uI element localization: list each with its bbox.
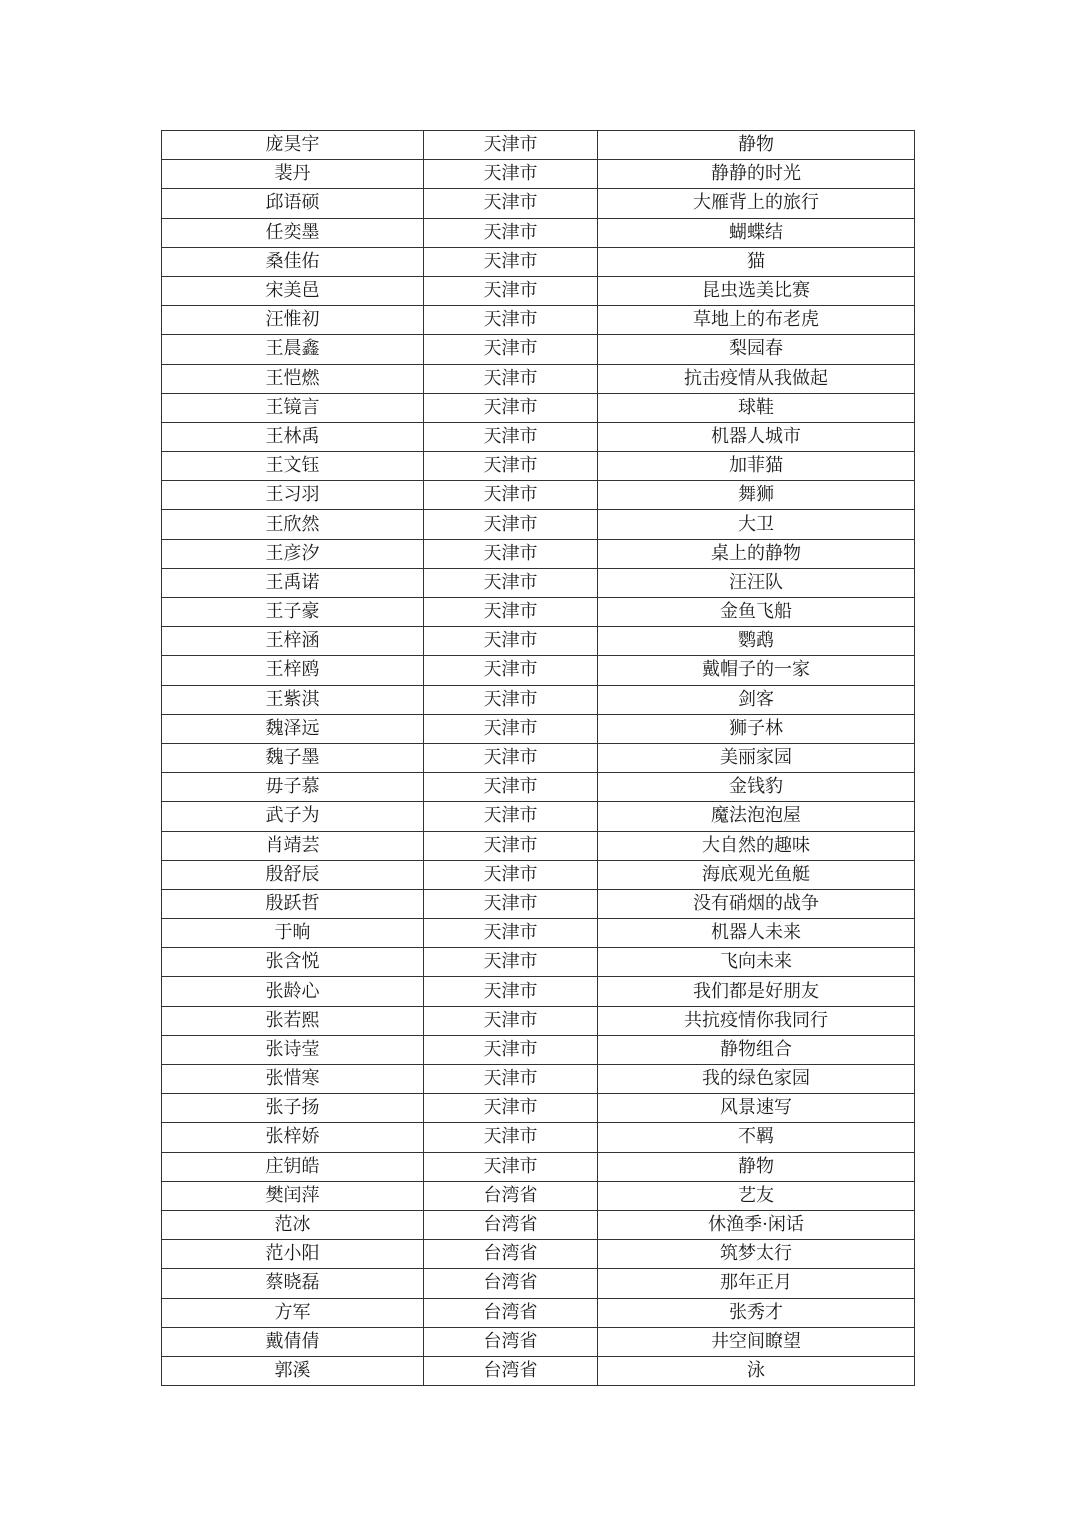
region-cell: 天津市: [424, 627, 598, 656]
artwork-title-cell: 共抗疫情你我同行: [598, 1006, 915, 1035]
participant-name-cell: 庞昊宇: [162, 131, 424, 160]
table-row: [162, 1327, 915, 1356]
artwork-title-cell: 金鱼飞船: [598, 598, 915, 627]
table-row: [162, 1298, 915, 1327]
table-row: [162, 539, 915, 568]
region-cell: 天津市: [424, 247, 598, 276]
table-row: [162, 393, 915, 422]
artwork-title-cell: 戴帽子的一家: [598, 656, 915, 685]
table-row: [162, 860, 915, 889]
region-cell: 台湾省: [424, 1210, 598, 1239]
table-row: [162, 656, 915, 685]
table-row: [162, 189, 915, 218]
artwork-title-cell: 我的绿色家园: [598, 1065, 915, 1094]
region-cell: 天津市: [424, 977, 598, 1006]
table-row: [162, 276, 915, 305]
participant-name-cell: 方军: [162, 1298, 424, 1327]
artwork-title-cell: 静物: [598, 1152, 915, 1181]
table-row: [162, 131, 915, 160]
table-row: [162, 1035, 915, 1064]
participant-name-cell: 裴丹: [162, 160, 424, 189]
participant-name-cell: 张惜寒: [162, 1065, 424, 1094]
artwork-title-cell: 张秀才: [598, 1298, 915, 1327]
artwork-title-cell: 筑梦太行: [598, 1240, 915, 1269]
artwork-title-cell: 魔法泡泡屋: [598, 802, 915, 831]
region-cell: 天津市: [424, 568, 598, 597]
participant-name-cell: 张诗莹: [162, 1035, 424, 1064]
participant-name-cell: 王镜言: [162, 393, 424, 422]
participant-name-cell: 张龄心: [162, 977, 424, 1006]
table-row: [162, 685, 915, 714]
table-row: [162, 743, 915, 772]
participant-name-cell: 王林禹: [162, 422, 424, 451]
region-cell: 天津市: [424, 919, 598, 948]
table-row: [162, 452, 915, 481]
participant-name-cell: 王子豪: [162, 598, 424, 627]
table-row: [162, 247, 915, 276]
participant-name-cell: 王紫淇: [162, 685, 424, 714]
participant-name-cell: 蔡晓磊: [162, 1269, 424, 1298]
region-cell: 台湾省: [424, 1240, 598, 1269]
table-row: [162, 714, 915, 743]
table-row: [162, 948, 915, 977]
region-cell: 天津市: [424, 948, 598, 977]
participant-name-cell: 王禹诺: [162, 568, 424, 597]
region-cell: 天津市: [424, 510, 598, 539]
table-row: [162, 1240, 915, 1269]
region-cell: 天津市: [424, 1006, 598, 1035]
table-row: [162, 510, 915, 539]
participant-name-cell: 王彦汐: [162, 539, 424, 568]
artwork-title-cell: 井空间瞭望: [598, 1327, 915, 1356]
participant-name-cell: 张子扬: [162, 1094, 424, 1123]
participant-name-cell: 张若熙: [162, 1006, 424, 1035]
participant-name-cell: 王欣然: [162, 510, 424, 539]
table-row: [162, 1210, 915, 1239]
region-cell: 天津市: [424, 276, 598, 305]
artwork-title-cell: 梨园春: [598, 335, 915, 364]
artwork-title-cell: 大卫: [598, 510, 915, 539]
table-row: [162, 1181, 915, 1210]
artwork-title-cell: 狮子林: [598, 714, 915, 743]
participant-name-cell: 魏泽远: [162, 714, 424, 743]
artwork-title-cell: 剑客: [598, 685, 915, 714]
region-cell: 天津市: [424, 335, 598, 364]
table-row: [162, 977, 915, 1006]
artwork-title-cell: 海底观光鱼艇: [598, 860, 915, 889]
region-cell: 天津市: [424, 714, 598, 743]
artwork-title-cell: 美丽家园: [598, 743, 915, 772]
artwork-title-cell: 鹦鹉: [598, 627, 915, 656]
table-row: [162, 422, 915, 451]
region-cell: 天津市: [424, 743, 598, 772]
participant-name-cell: 王习羽: [162, 481, 424, 510]
artwork-title-cell: 那年正月: [598, 1269, 915, 1298]
table-row: [162, 568, 915, 597]
artwork-title-cell: 机器人未来: [598, 919, 915, 948]
table-row: [162, 364, 915, 393]
artwork-title-cell: 昆虫选美比赛: [598, 276, 915, 305]
participant-name-cell: 张含悦: [162, 948, 424, 977]
participant-name-cell: 范小阳: [162, 1240, 424, 1269]
table-row: [162, 598, 915, 627]
region-cell: 天津市: [424, 1065, 598, 1094]
artwork-title-cell: 抗击疫情从我做起: [598, 364, 915, 393]
region-cell: 天津市: [424, 131, 598, 160]
region-cell: 天津市: [424, 539, 598, 568]
region-cell: 天津市: [424, 481, 598, 510]
participant-name-cell: 殷舒辰: [162, 860, 424, 889]
artwork-title-cell: 球鞋: [598, 393, 915, 422]
region-cell: 天津市: [424, 364, 598, 393]
participant-name-cell: 庄钥皓: [162, 1152, 424, 1181]
region-cell: 台湾省: [424, 1269, 598, 1298]
artwork-title-cell: 不羁: [598, 1123, 915, 1152]
participant-name-cell: 王梓涵: [162, 627, 424, 656]
table-row: [162, 1123, 915, 1152]
participant-name-cell: 任奕墨: [162, 218, 424, 247]
table-row: [162, 1094, 915, 1123]
table-row: [162, 1269, 915, 1298]
region-cell: 台湾省: [424, 1181, 598, 1210]
region-cell: 天津市: [424, 1094, 598, 1123]
region-cell: 天津市: [424, 685, 598, 714]
region-cell: 天津市: [424, 1152, 598, 1181]
participant-name-cell: 桑佳佑: [162, 247, 424, 276]
artwork-title-cell: 舞狮: [598, 481, 915, 510]
artwork-title-cell: 大自然的趣味: [598, 831, 915, 860]
region-cell: 天津市: [424, 306, 598, 335]
table-row: [162, 802, 915, 831]
artwork-title-cell: 风景速写: [598, 1094, 915, 1123]
participant-name-cell: 毋子慕: [162, 773, 424, 802]
artwork-title-cell: 大雁背上的旅行: [598, 189, 915, 218]
region-cell: 天津市: [424, 218, 598, 247]
region-cell: 天津市: [424, 422, 598, 451]
artwork-title-cell: 猫: [598, 247, 915, 276]
table-row: [162, 1006, 915, 1035]
table-row: [162, 218, 915, 247]
participant-name-cell: 王文钰: [162, 452, 424, 481]
artwork-title-cell: 桌上的静物: [598, 539, 915, 568]
table-row: [162, 306, 915, 335]
artwork-title-cell: 蝴蝶结: [598, 218, 915, 247]
region-cell: 天津市: [424, 1123, 598, 1152]
artwork-title-cell: 草地上的布老虎: [598, 306, 915, 335]
artwork-title-cell: 艺友: [598, 1181, 915, 1210]
region-cell: 天津市: [424, 452, 598, 481]
region-cell: 台湾省: [424, 1298, 598, 1327]
region-cell: 天津市: [424, 393, 598, 422]
artwork-title-cell: 我们都是好朋友: [598, 977, 915, 1006]
participant-name-cell: 樊闰萍: [162, 1181, 424, 1210]
artwork-title-cell: 没有硝烟的战争: [598, 889, 915, 918]
artwork-title-cell: 金钱豹: [598, 773, 915, 802]
artwork-title-cell: 飞向未来: [598, 948, 915, 977]
artwork-title-cell: 加菲猫: [598, 452, 915, 481]
table-row: [162, 335, 915, 364]
participant-name-cell: 武子为: [162, 802, 424, 831]
region-cell: 天津市: [424, 773, 598, 802]
table-row: [162, 773, 915, 802]
table-row: [162, 1356, 915, 1385]
participant-name-cell: 宋美邑: [162, 276, 424, 305]
table-row: [162, 889, 915, 918]
region-cell: 天津市: [424, 189, 598, 218]
artwork-title-cell: 静物: [598, 131, 915, 160]
table-row: [162, 160, 915, 189]
table-row: [162, 1065, 915, 1094]
participant-name-cell: 王恺燃: [162, 364, 424, 393]
participant-name-cell: 王梓鸥: [162, 656, 424, 685]
participant-name-cell: 范冰: [162, 1210, 424, 1239]
region-cell: 天津市: [424, 160, 598, 189]
artwork-title-cell: 汪汪队: [598, 568, 915, 597]
participant-name-cell: 汪惟初: [162, 306, 424, 335]
participant-name-cell: 邱语硕: [162, 189, 424, 218]
artwork-title-cell: 静物组合: [598, 1035, 915, 1064]
participant-name-cell: 戴倩倩: [162, 1327, 424, 1356]
participant-name-cell: 肖靖芸: [162, 831, 424, 860]
table-row: [162, 919, 915, 948]
participant-name-cell: 于晌: [162, 919, 424, 948]
region-cell: 台湾省: [424, 1327, 598, 1356]
region-cell: 台湾省: [424, 1356, 598, 1385]
region-cell: 天津市: [424, 860, 598, 889]
artwork-title-cell: 机器人城市: [598, 422, 915, 451]
participant-name-cell: 郭溪: [162, 1356, 424, 1385]
table-row: [162, 1152, 915, 1181]
table-row: [162, 481, 915, 510]
participant-name-cell: 殷跃哲: [162, 889, 424, 918]
region-cell: 天津市: [424, 1035, 598, 1064]
participant-name-cell: 张梓娇: [162, 1123, 424, 1152]
roster-table: [161, 130, 915, 1386]
region-cell: 天津市: [424, 831, 598, 860]
participant-name-cell: 王晨鑫: [162, 335, 424, 364]
table-row: [162, 627, 915, 656]
region-cell: 天津市: [424, 598, 598, 627]
artwork-title-cell: 泳: [598, 1356, 915, 1385]
participant-name-cell: 魏子墨: [162, 743, 424, 772]
region-cell: 天津市: [424, 889, 598, 918]
region-cell: 天津市: [424, 802, 598, 831]
artwork-title-cell: 休渔季·闲话: [598, 1210, 915, 1239]
artwork-title-cell: 静静的时光: [598, 160, 915, 189]
roster-table-body: [162, 131, 915, 1386]
table-row: [162, 831, 915, 860]
region-cell: 天津市: [424, 656, 598, 685]
